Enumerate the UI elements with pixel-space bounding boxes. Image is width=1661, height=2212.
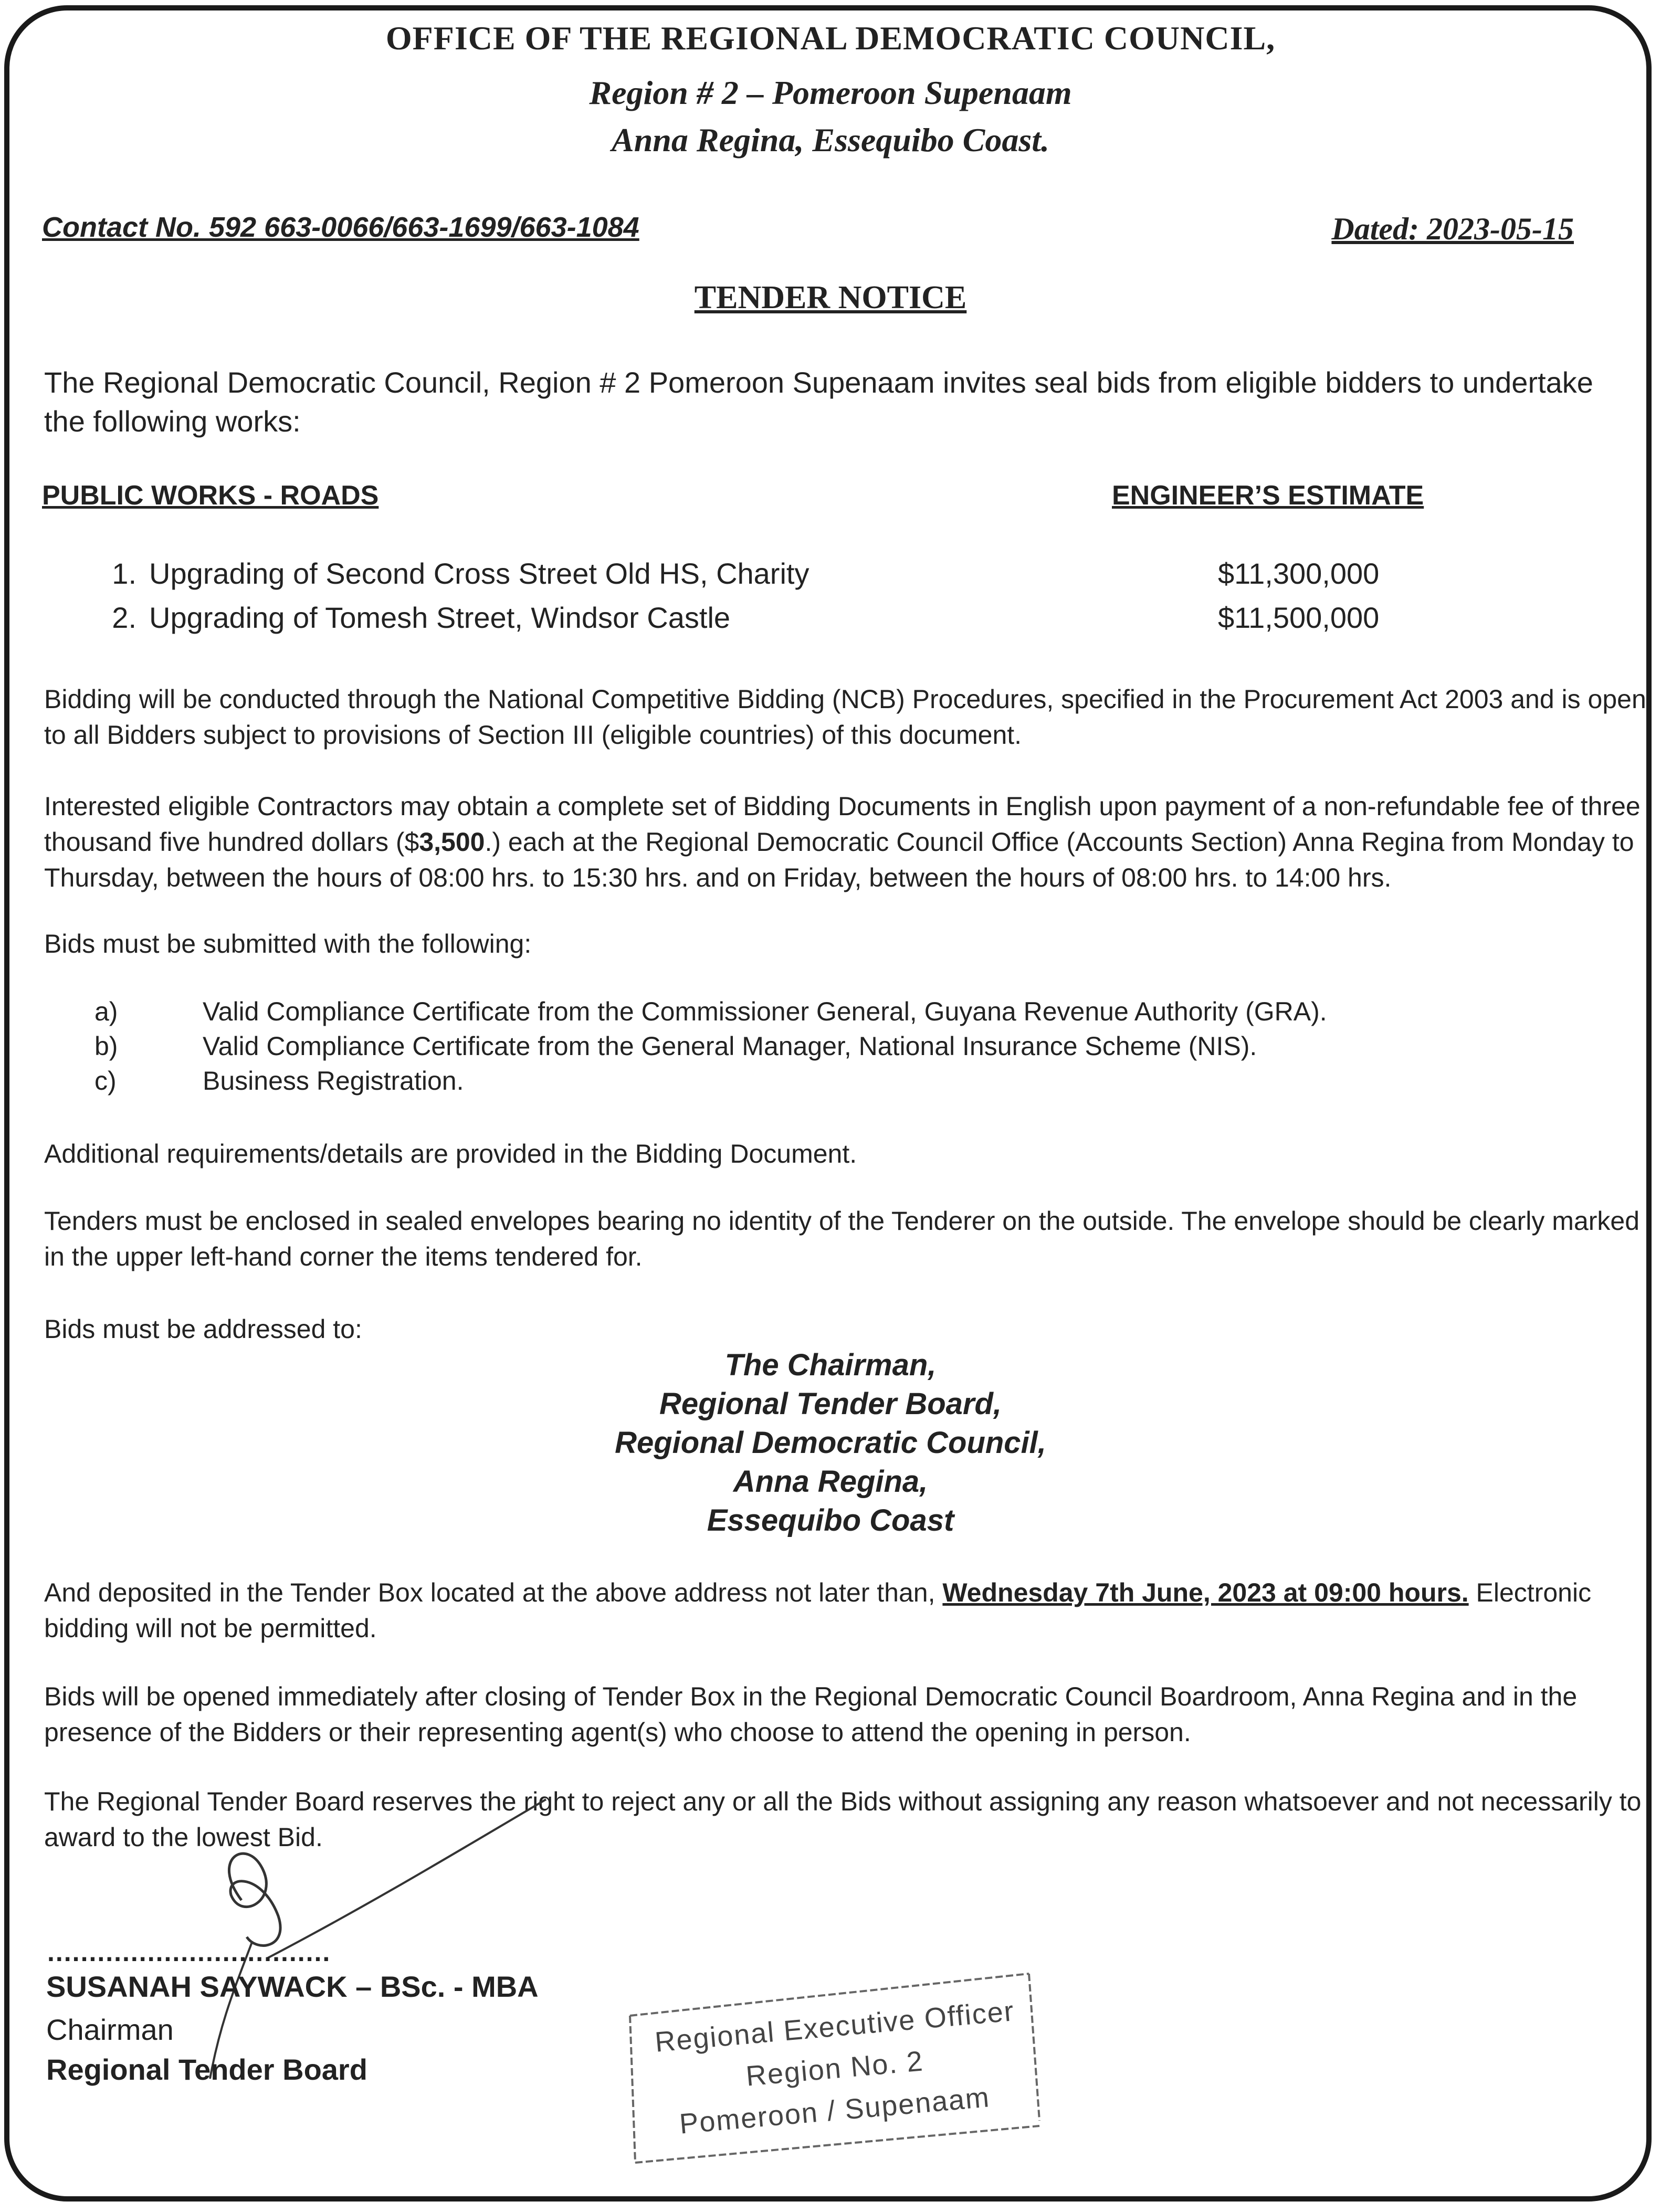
date-line: Dated: 2023-05-15 — [1331, 212, 1574, 246]
signatory-title: Chairman — [46, 2013, 174, 2046]
stamp-line: Regional Executive Officer — [654, 1995, 1016, 2058]
additional-paragraph: Additional requirements/details are provided in the Bidding Document. — [44, 1139, 857, 1168]
works-heading: PUBLIC WORKS - ROADS — [42, 480, 379, 511]
address-line: Regional Democratic Council, — [615, 1426, 1046, 1460]
estimate-heading: ENGINEER’S ESTIMATE — [1112, 480, 1424, 511]
requirements-lead: Bids must be submitted with the following: — [44, 929, 532, 958]
work-item-number: 1. — [112, 557, 136, 590]
work-item-description: Upgrading of Second Cross Street Old HS, Charity — [149, 557, 810, 590]
signatory-name: SUSANAH SAYWACK – BSc. - MBA — [46, 1970, 539, 2003]
address-line: Regional Tender Board, — [659, 1387, 1002, 1421]
documents-text-rest: .) each at the Regional Democratic Council Office (Accounts Section) Anna Regina from Monday to Thursday, between the hours of 08:00 hrs. to 15:30 hrs. and on Friday, between the hours of 08:00 hrs. to 14:00 hrs. — [44, 827, 1634, 892]
requirement-letter: a) — [94, 997, 118, 1026]
work-item — [94, 601, 1564, 642]
address-lead: Bids must be addressed to: — [44, 1314, 362, 1344]
requirement-text: Business Registration. — [203, 1066, 464, 1096]
opening-paragraph: Bids will be opened immediately after closing of Tender Box in the Regional Democratic Council Boardroom, Anna Regina and in the presence of the Bidders or their representing agent(s) who choose to attend the opening in person. — [44, 1682, 1578, 1747]
requirement-text: Valid Compliance Certificate from the General Manager, National Insurance Scheme (NIS). — [203, 1031, 1257, 1061]
stamp-line: Pomeroon / Supenaam — [678, 2081, 992, 2140]
reserve-paragraph: The Regional Tender Board reserves the right to reject any or all the Bids without assigning any reason whatsoever and not necessarily to award to the lowest Bid. — [44, 1787, 1642, 1852]
region-subtitle: Region # 2 – Pomeroon Supenaam — [589, 74, 1072, 111]
work-item-amount: $11,500,000 — [1218, 601, 1380, 634]
requirement-text: Valid Compliance Certificate from the Commissioner General, Guyana Revenue Authority (GRA). — [203, 997, 1327, 1026]
documents-paragraph — [44, 788, 1651, 896]
deposit-paragraph — [44, 1575, 1651, 1646]
address-line: Essequibo Coast — [707, 1503, 954, 1537]
signatory-board: Regional Tender Board — [46, 2053, 367, 2086]
deposit-deadline: Wednesday 7th June, 2023 at 09:00 hours. — [942, 1578, 1469, 1607]
requirement-letter: b) — [94, 1031, 118, 1061]
deposit-text: And deposited in the Tender Box located at the above address not later than, — [44, 1578, 943, 1607]
address-line: The Chairman, — [724, 1348, 937, 1382]
bidding-paragraph: Bidding will be conducted through the National Competitive Bidding (NCB) Procedures, specified in the Procurement Act 2003 and is open to all Bidders subject to provisions of Section III (eligible countries) of this document. — [44, 684, 1646, 750]
contact-number: Contact No. 592 663-0066/663-1699/663-1084 — [42, 212, 639, 243]
notice-title: TENDER NOTICE — [694, 280, 967, 315]
office-title: OFFICE OF THE REGIONAL DEMOCRATIC COUNCIL, — [385, 19, 1276, 57]
intro-paragraph: The Regional Democratic Council, Region # 2 Pomeroon Supenaam invites seal bids from eligible bidders to undertake the following works: — [44, 366, 1593, 438]
envelope-paragraph: Tenders must be enclosed in sealed envelopes bearing no identity of the Tenderer on the outside. The envelope should be clearly marked in the upper left-hand corner the items tendered for. — [44, 1206, 1640, 1271]
work-item-number: 2. — [112, 601, 136, 634]
location-subtitle: Anna Regina, Essequibo Coast. — [612, 121, 1049, 159]
work-item-amount: $11,300,000 — [1218, 557, 1380, 590]
stamp-line: Region No. 2 — [744, 2045, 925, 2092]
official-stamp — [619, 1953, 1050, 2173]
address-line: Anna Regina, — [733, 1465, 928, 1499]
requirement-letter: c) — [94, 1066, 117, 1096]
signature-line: .................................. — [47, 1937, 331, 1967]
address-block — [0, 1346, 1661, 1540]
work-item-description: Upgrading of Tomesh Street, Windsor Castle — [149, 601, 731, 634]
work-item — [94, 556, 1564, 598]
documents-fee: 3,500 — [419, 827, 485, 857]
deposit-text-rest: Electronic bidding will not be permitted. — [44, 1578, 1592, 1643]
documents-text: Interested eligible Contractors may obtain a complete set of Bidding Documents in English upon payment of a non-refundable fee of three thousand five hundred dollars ($ — [44, 792, 1641, 857]
